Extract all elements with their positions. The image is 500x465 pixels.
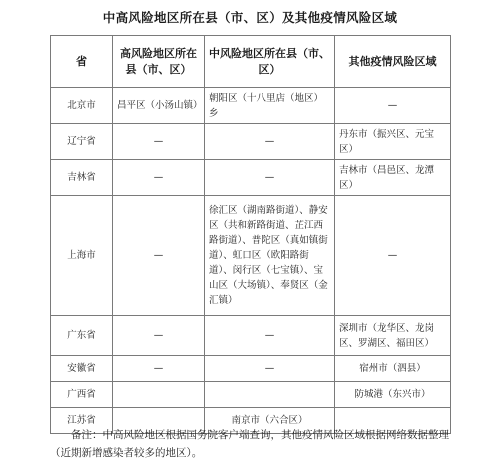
- mid-risk-cell: —: [205, 356, 335, 382]
- other-risk-cell: 吉林市（昌邑区、龙潭区）: [335, 160, 451, 196]
- header-other-risk: 其他疫情风险区域: [335, 36, 451, 88]
- other-risk-cell: 防城港（东兴市）: [335, 382, 451, 408]
- mid-risk-cell: —: [205, 160, 335, 196]
- high-risk-cell: —: [113, 196, 205, 316]
- high-risk-cell: —: [113, 316, 205, 356]
- header-province: 省: [51, 36, 113, 88]
- province-cell: 北京市: [51, 88, 113, 124]
- table-row: [51, 316, 451, 356]
- other-risk-cell: 宿州市（泗县）: [335, 356, 451, 382]
- province-cell: 广东省: [51, 316, 113, 356]
- table-row: [51, 160, 451, 196]
- mid-risk-cell: 徐汇区（湖南路街道）、静安区（共和新路街道、芷江西路街道）、普陀区（真如镇街道）、虹口区（欧阳路街道）、闵行区（七宝镇）、宝山区（大场镇）、奉贤区（金汇镇）: [205, 196, 335, 316]
- risk-area-table: [50, 35, 451, 434]
- other-risk-cell: —: [335, 196, 451, 316]
- mid-risk-cell: 朝阳区（十八里店（地区）乡: [205, 88, 335, 124]
- mid-risk-cell: —: [205, 124, 335, 160]
- province-cell: 江苏省: [51, 408, 113, 434]
- province-cell: 上海市: [51, 196, 113, 316]
- table-row: [51, 382, 451, 408]
- table-row: [51, 196, 451, 316]
- table-header-row: [51, 36, 451, 88]
- province-cell: 安徽省: [51, 356, 113, 382]
- table-row: [51, 124, 451, 160]
- high-risk-cell: —: [113, 160, 205, 196]
- mid-risk-cell: —: [205, 316, 335, 356]
- other-risk-cell: —: [335, 88, 451, 124]
- high-risk-cell: —: [113, 124, 205, 160]
- mid-risk-cell: 南京市（六合区）: [205, 408, 335, 434]
- high-risk-cell: 昌平区（小汤山镇）: [113, 88, 205, 124]
- table-row: [51, 88, 451, 124]
- footnote: 备注：中高风险地区根据国务院客户端查询，其他疫情风险区域根据网络数据整理（近期新增感染者较多的地区）。: [50, 429, 449, 459]
- other-risk-cell: 丹东市（振兴区、元宝区）: [335, 124, 451, 160]
- province-cell: 辽宁省: [51, 124, 113, 160]
- other-risk-cell: 深圳市（龙华区、龙岗区、罗湖区、福田区）: [335, 316, 451, 356]
- province-cell: 吉林省: [51, 160, 113, 196]
- header-high-risk: 高风险地区所在县（市、区）: [113, 36, 205, 88]
- high-risk-cell: [113, 382, 205, 408]
- header-mid-risk: 中风险地区所在县（市、区）: [205, 36, 335, 88]
- mid-risk-cell: [205, 382, 335, 408]
- page-title: 中高风险地区所在县（市、区）及其他疫情风险区域: [102, 10, 398, 25]
- table-row: [51, 356, 451, 382]
- high-risk-cell: —: [113, 356, 205, 382]
- province-cell: 广西省: [51, 382, 113, 408]
